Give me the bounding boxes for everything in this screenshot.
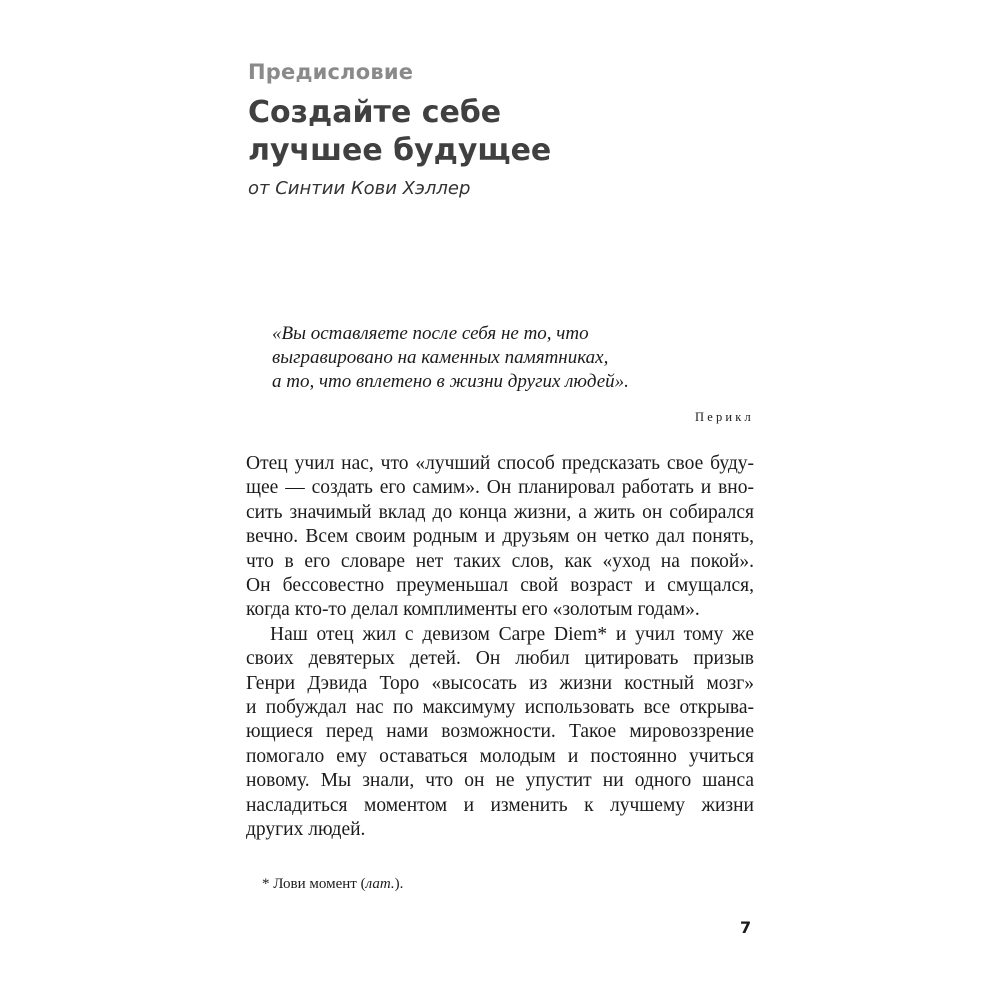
epigraph-quote	[272, 322, 752, 394]
body-line: Наш отец жил с девизом Carpe Diem* и учил тому же	[270, 623, 754, 645]
footnote-language: лат.	[365, 876, 395, 892]
chapter-title-line: Создайте себе	[248, 95, 502, 130]
author-byline: от Синтии Кови Хэллер	[248, 178, 471, 199]
page-number: 7	[740, 918, 752, 937]
body-line: Он бессовестно преуменьшал свой возраст и смущался,	[246, 575, 754, 597]
chapter-title-line: лучшее будущее	[248, 133, 552, 168]
body-line: помогало ему оставаться молодым и постоянно учиться	[246, 745, 754, 767]
body-line: своих девятерых детей. Он любил цитировать призыв	[246, 648, 754, 670]
body-text	[246, 452, 754, 843]
body-line: Отец учил нас, что «лучший способ предсказать свое буду-	[246, 453, 754, 474]
body-line: новому. Мы знали, что он не упустит ни одного шанса	[246, 770, 754, 792]
body-line: Генри Дэвида Торо «высосать из жизни костный мозг»	[246, 672, 754, 694]
body-line: когда кто-то делал комплименты его «золотым годам».	[246, 599, 700, 621]
body-line: что в его словаре нет таких слов, как «уход на покой».	[246, 550, 754, 572]
section-label: Предисловие	[248, 60, 414, 84]
footnote-prefix: * Лови момент (	[262, 876, 366, 892]
footnote-suffix: ).	[394, 876, 404, 892]
epigraph-line: «Вы оставляете после себя не то, что	[272, 323, 589, 344]
body-line: ющиеся перед нами возможности. Такое мировоззрение	[246, 721, 754, 743]
epigraph-line: выгравировано на каменных памятниках,	[272, 347, 609, 368]
body-line: щее — создать его самим». Он планировал работать и вно-	[246, 477, 754, 499]
chapter-title	[248, 94, 551, 170]
body-line: вечно. Всем своим родным и друзьям он четко дал понять,	[246, 526, 754, 548]
body-line: сить значимый вклад до конца жизни, а жить он собирался	[246, 501, 754, 523]
epigraph-line: а то, что вплетено в жизни других людей».	[272, 371, 629, 392]
epigraph-attribution: Перикл	[694, 410, 754, 424]
body-line: и побуждал нас по максимуму использовать все открыва-	[246, 697, 754, 719]
body-line: насладиться моментом и изменить к лучшему жизни	[246, 794, 754, 816]
body-line: других людей.	[246, 819, 366, 841]
footnote	[262, 876, 403, 893]
